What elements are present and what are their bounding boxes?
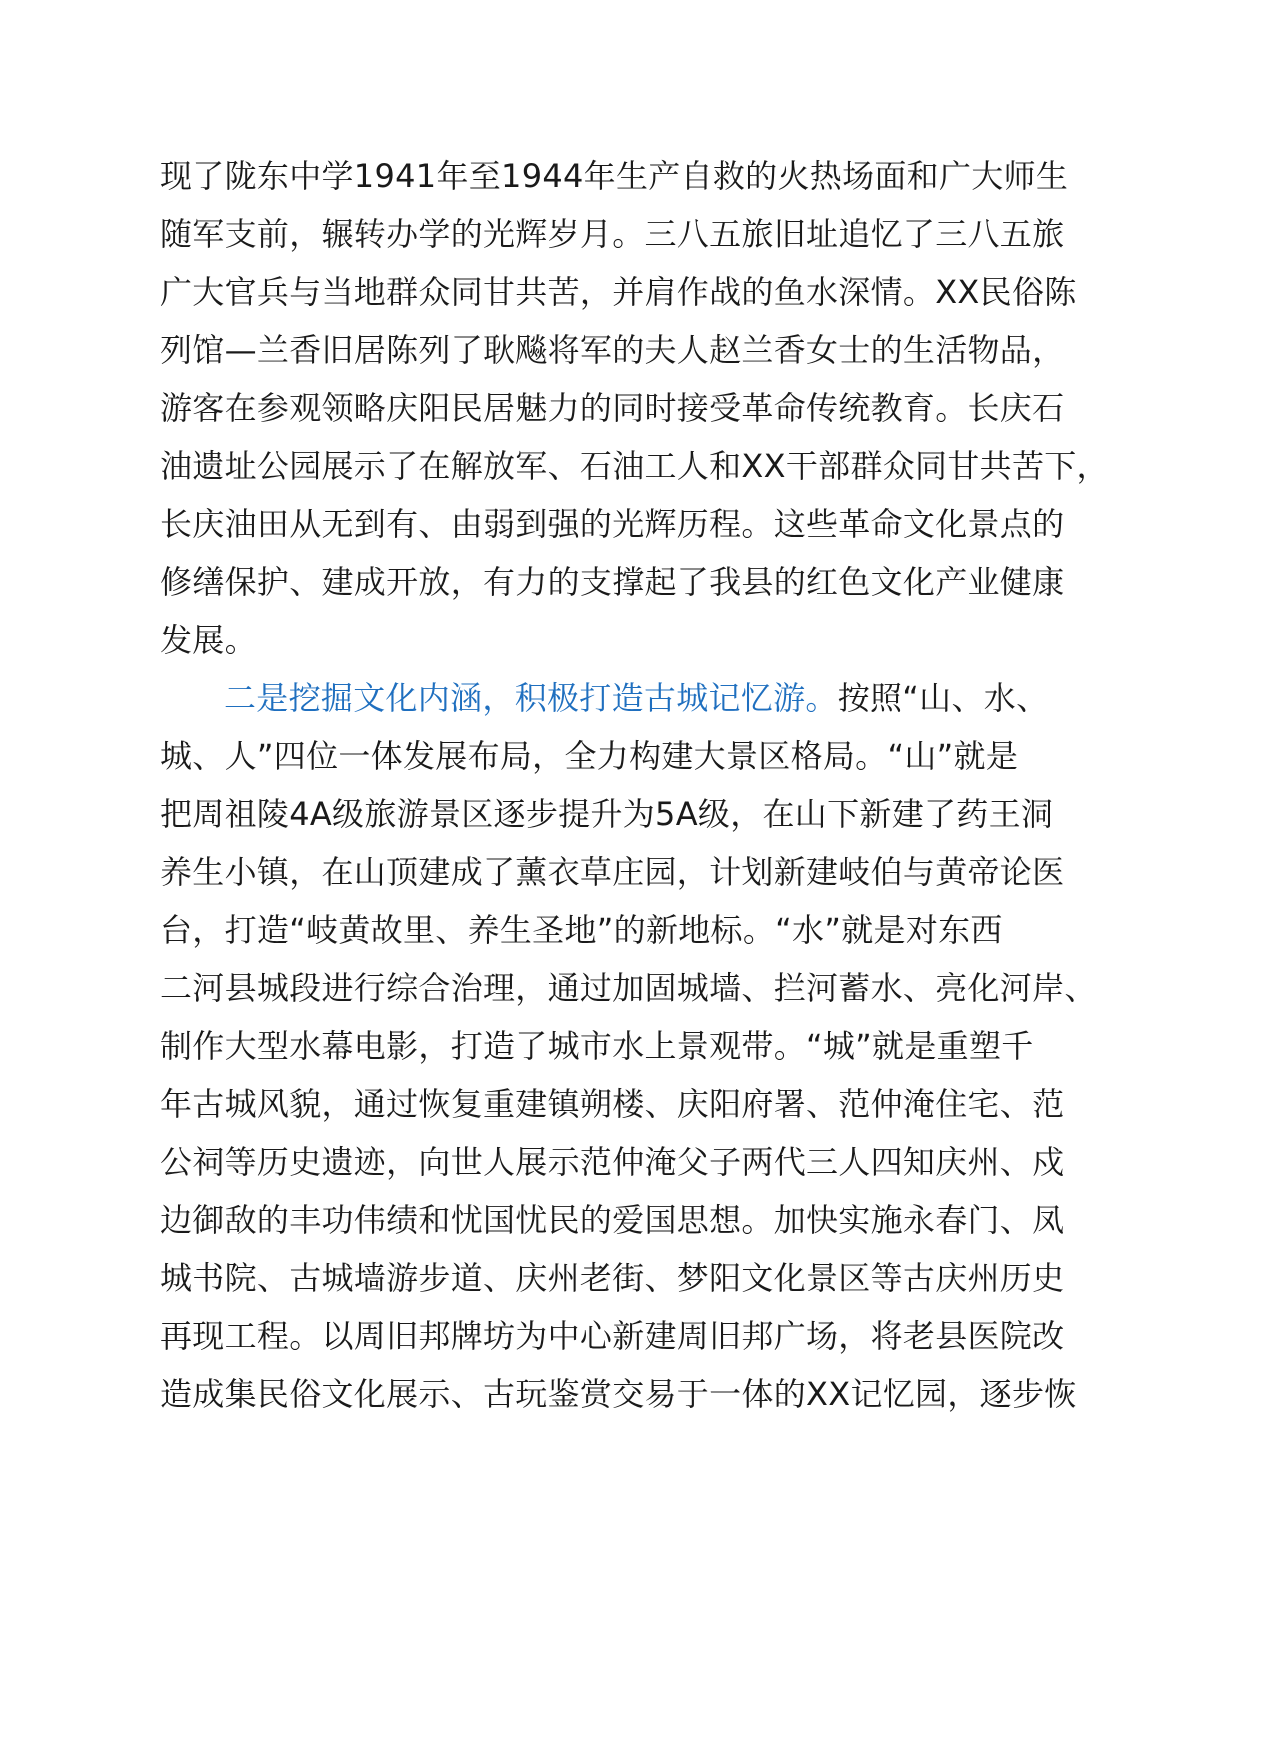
text-line: 现了陇东中学1941年至1944年生产自救的火热场面和广大师生 — [160, 157, 1069, 195]
text-segment: 按照“山、水、 — [837, 679, 1049, 717]
text-line: 城书院、古城墙游步道、庆州老街、梦阳文化景区等古庆州历史 — [160, 1259, 1065, 1297]
text-line: 油遗址公园展示了在解放军、石油工人和XX干部群众同甘共苦下， — [160, 447, 1109, 485]
text-line: 造成集民俗文化展示、古玩鉴赏交易于一体的XX记忆园，逐步恢 — [160, 1375, 1077, 1413]
text-line: 养生小镇，在山顶建成了薰衣草庄园，计划新建岐伯与黄帝论医 — [160, 853, 1065, 891]
section-heading: 二是挖掘文化内涵，积极打造古城记忆游。 — [224, 679, 838, 717]
text-line: 列馆—兰香旧居陈列了耿飚将军的夫人赵兰香女士的生活物品， — [160, 331, 1065, 369]
text-line: 城、人”四位一体发展布局，全力构建大景区格局。“山”就是 — [160, 737, 1019, 775]
text-line: 把周祖陵4A级旅游景区逐步提升为5A级，在山下新建了药王洞 — [160, 795, 1054, 833]
text-line: 随军支前，辗转办学的光辉岁月。三八五旅旧址追忆了三八五旅 — [160, 215, 1065, 253]
text-line: 台，打造“岐黄故里、养生圣地”的新地标。“水”就是对东西 — [160, 911, 1003, 949]
paragraph-first-line — [224, 666, 1224, 730]
text-line: 再现工程。以周旧邦牌坊为中心新建周旧邦广场，将老县医院改 — [160, 1317, 1065, 1355]
text-line: 边御敌的丰功伟绩和忧国忧民的爱国思想。加快实施永春门、凤 — [160, 1201, 1065, 1239]
text-line: 公祠等历史遗迹，向世人展示范仲淹父子两代三人四知庆州、戍 — [160, 1143, 1065, 1181]
text-line: 长庆油田从无到有、由弱到强的光辉历程。这些革命文化景点的 — [160, 505, 1065, 543]
text-line: 广大官兵与当地群众同甘共苦，并肩作战的鱼水深情。XX民俗陈 — [160, 273, 1077, 311]
text-line: 年古城风貌，通过恢复重建镇朔楼、庆阳府署、范仲淹住宅、范 — [160, 1085, 1065, 1123]
text-line: 发展。 — [160, 621, 257, 659]
text-line: 修缮保护、建成开放，有力的支撑起了我县的红色文化产业健康 — [160, 563, 1065, 601]
text-line: 制作大型水幕电影，打造了城市水上景观带。“城”就是重塑千 — [160, 1027, 1034, 1065]
text-line: 游客在参观领略庆阳民居魅力的同时接受革命传统教育。长庆石 — [160, 389, 1065, 427]
text-line: 二河县城段进行综合治理，通过加固城墙、拦河蓄水、亮化河岸、 — [160, 969, 1097, 1007]
